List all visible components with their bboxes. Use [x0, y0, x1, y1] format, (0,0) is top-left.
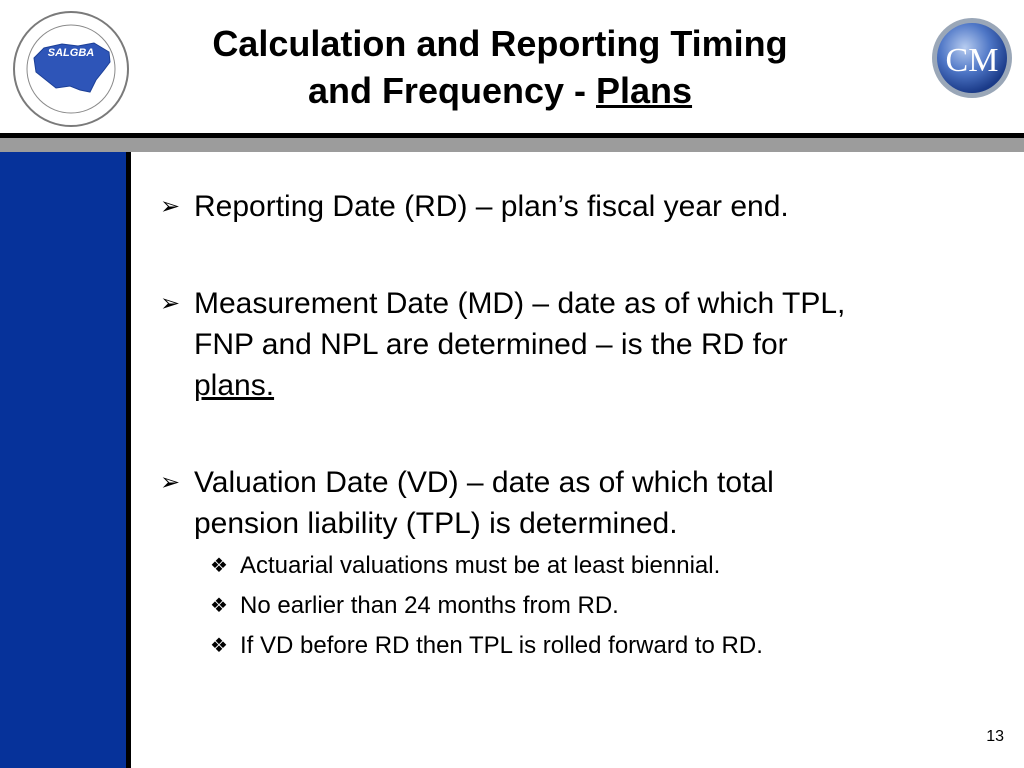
sub-bullet-item: [160, 586, 1000, 626]
page-number: 13: [986, 728, 1004, 745]
title-plans-underlined: Plans: [596, 70, 693, 111]
left-sidebar-band: [0, 152, 126, 768]
bullet-valuation-date: [160, 462, 1000, 544]
cm-globe-logo: [930, 16, 1014, 100]
bullet-measurement-date: [160, 283, 1000, 406]
slide-body: [160, 186, 1000, 666]
page-title: [170, 20, 830, 114]
title-line-2: [170, 67, 830, 114]
salgba-seal-logo: [12, 10, 130, 128]
sub-bullet-item: [160, 626, 1000, 666]
salgba-logo-text: SALGBA: [47, 47, 95, 59]
bullet-reporting-date: [160, 186, 1000, 227]
sub-bullet-text: Actuarial valuations must be at least biennial.: [240, 552, 721, 579]
arrow-bullet-icon: ➢: [160, 290, 181, 317]
bullet-text-line-2: FNP and NPL are determined – is the RD for: [194, 328, 788, 361]
bullet-text-line-2: pension liability (TPL) is determined.: [194, 507, 678, 540]
bullet-text-line-1: Valuation Date (VD) – date as of which total: [194, 466, 774, 499]
sidebar-edge: [126, 152, 131, 768]
header-divider-gray: [0, 138, 1024, 152]
sub-bullet-list: [160, 546, 1000, 666]
arrow-bullet-icon: ➢: [160, 193, 181, 220]
cm-logo-text: CM: [945, 42, 999, 79]
sub-bullet-text: If VD before RD then TPL is rolled forward to RD.: [240, 632, 763, 659]
arrow-bullet-icon: ➢: [160, 469, 181, 496]
title-line-2-prefix: and Frequency -: [307, 70, 596, 111]
bullet-text: Reporting Date (RD) – plan’s fiscal year end.: [194, 190, 789, 223]
diamond-bullet-icon: ❖: [210, 595, 228, 617]
diamond-bullet-icon: ❖: [210, 635, 228, 657]
diamond-bullet-icon: ❖: [210, 555, 228, 577]
slide-header: [0, 0, 1024, 135]
sub-bullet-item: [160, 546, 1000, 586]
bullet-text-line-1: Measurement Date (MD) – date as of which TPL,: [194, 287, 846, 320]
title-line-1: Calculation and Reporting Timing: [212, 23, 788, 64]
sub-bullet-text: No earlier than 24 months from RD.: [240, 592, 619, 619]
bullet-text-plans-underlined: plans.: [194, 369, 275, 402]
